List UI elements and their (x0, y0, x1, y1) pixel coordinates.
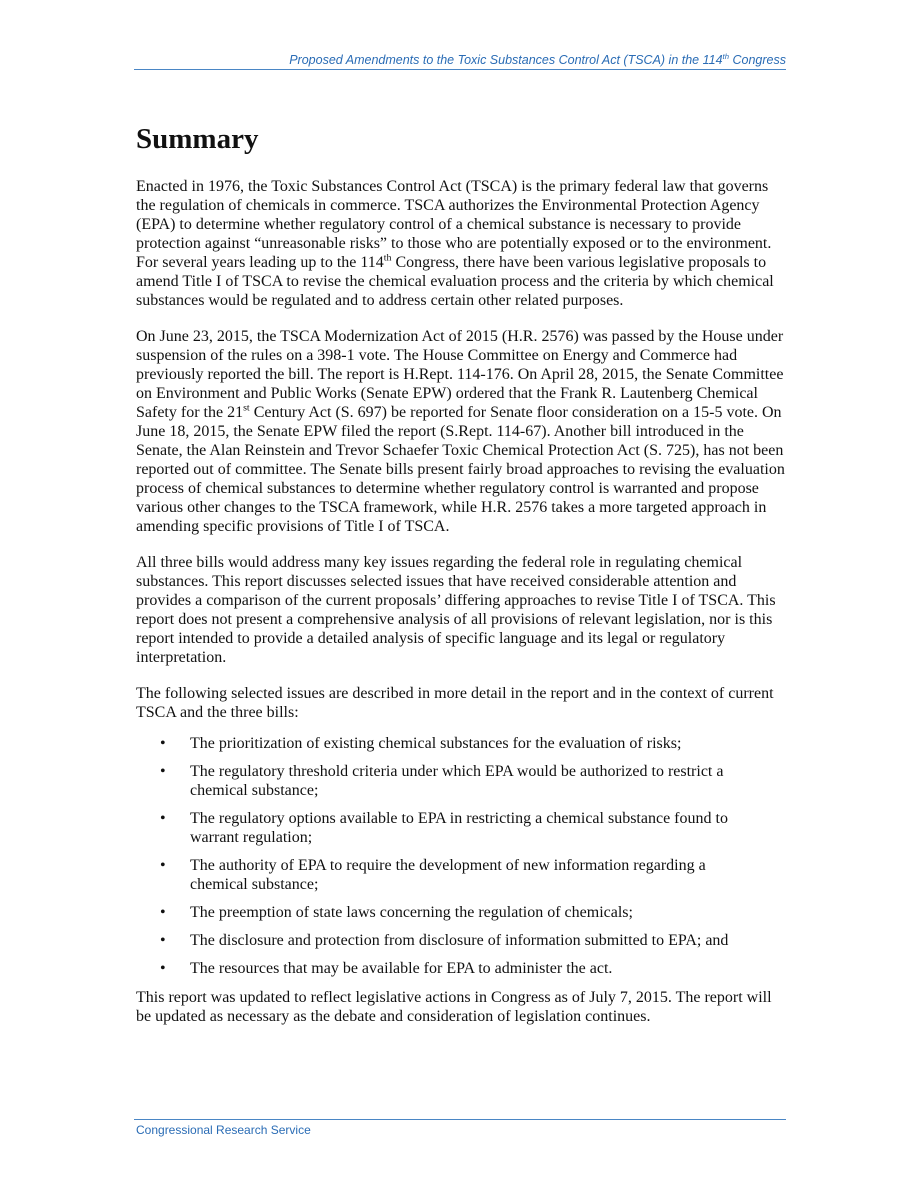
list-item (136, 959, 788, 978)
bullet-icon: • (160, 960, 166, 977)
list-item (136, 762, 788, 800)
bullet-icon: • (160, 857, 166, 874)
list-item-text: The authority of EPA to require the development of new information regarding a chemical substance; (190, 857, 706, 893)
list-item-text: The prioritization of existing chemical substances for the evaluation of risks; (190, 735, 682, 752)
list-item (136, 734, 788, 753)
running-header-title (289, 53, 786, 67)
header-title-text: Proposed Amendments to the Toxic Substances Control Act (TSCA) in the 114 (289, 53, 723, 67)
bullet-icon: • (160, 735, 166, 752)
list-item (136, 809, 788, 847)
paragraph-status-text-b: Century Act (S. 697) be reported for Senate floor consideration on a 15-5 vote. On June 18, 2015, the Senate EPW filed the report (S.Rept. 114-67). Another bill introduced in the Senate, the Alan Reinstein and Trevor Schaefer Toxic Chemical Protection Act (S. 725), has not been reported out of committee. The Senate bills present fairly broad approaches to revising the evaluation process of chemical substances to determine whether regulatory control is warranted and propose various other changes to the TSCA framework, while H.R. 2576 takes a more targeted approach in amending specific provisions of Title I of TSCA. (136, 404, 785, 535)
running-footer (134, 1119, 786, 1137)
list-item (136, 856, 788, 894)
footer-publisher: Congressional Research Service (136, 1123, 311, 1137)
page-title: Summary (136, 123, 259, 155)
paragraph-report-scope: All three bills would address many key issues regarding the federal role in regulating chemical substances. This report discusses selected issues that have received considerable attention and provides a comparison of the current proposals’ differing approaches to revise Title I of TSCA. This report does not present a comprehensive analysis of all provisions of relevant legislation, nor is this report intended to provide a detailed analysis of specific language and its legal or regulatory interpretation. (136, 554, 776, 666)
paragraph-intro-text-b: Congress, there have been various legislative proposals to amend Title I of TSCA to revise the chemical evaluation process and the criteria by which chemical substances would be regulated and to address certain other related purposes. (136, 254, 774, 309)
paragraph-intro-superscript: th (383, 252, 392, 264)
paragraph-status-superscript: st (243, 402, 250, 414)
list-item-text: The preemption of state laws concerning the regulation of chemicals; (190, 904, 633, 921)
bullet-icon: • (160, 810, 166, 827)
list-item (136, 903, 788, 922)
header-title-superscript: th (722, 51, 730, 61)
header-title-end: Congress (729, 53, 786, 67)
paragraph-issues-intro: The following selected issues are described in more detail in the report and in the context of current TSCA and the three bills: (136, 685, 774, 721)
summary-body (136, 177, 788, 1026)
paragraph-intro-text-a: Enacted in 1976, the Toxic Substances Control Act (TSCA) is the primary federal law that governs the regulation of chemicals in commerce. TSCA authorizes the Environmental Protection Agency (EPA) to determine whether regulatory control of a chemical substance is necessary to provide protection against “unreasonable risks” to those who are potentially exposed or to the environment. For several years leading up to the 114 (136, 178, 772, 271)
paragraph-legislative-status (136, 327, 788, 536)
list-item-text: The resources that may be available for EPA to administer the act. (190, 960, 613, 977)
issues-list (136, 734, 788, 978)
list-item-text: The regulatory options available to EPA in restricting a chemical substance found to warrant regulation; (190, 810, 728, 846)
list-item-text: The regulatory threshold criteria under which EPA would be authorized to restrict a chemical substance; (190, 763, 724, 799)
paragraph-status-text-a: On June 23, 2015, the TSCA Modernization Act of 2015 (H.R. 2576) was passed by the House under suspension of the rules on a 398-1 vote. The House Committee on Energy and Commerce had previously reported the bill. The report is H.Rept. 114-176. On April 28, 2015, the Senate Committee on Environment and Public Works (Senate EPW) ordered that the Frank R. Lautenberg Chemical Safety for the 21 (136, 328, 784, 421)
running-header (134, 51, 786, 70)
paragraph-intro (136, 177, 788, 310)
list-item-text: The disclosure and protection from disclosure of information submitted to EPA; and (190, 932, 729, 949)
paragraph-update-note: This report was updated to reflect legislative actions in Congress as of July 7, 2015. The report will be updated as necessary as the debate and consideration of legislation continues. (136, 989, 772, 1025)
bullet-icon: • (160, 763, 166, 780)
bullet-icon: • (160, 932, 166, 949)
bullet-icon: • (160, 904, 166, 921)
list-item (136, 931, 788, 950)
